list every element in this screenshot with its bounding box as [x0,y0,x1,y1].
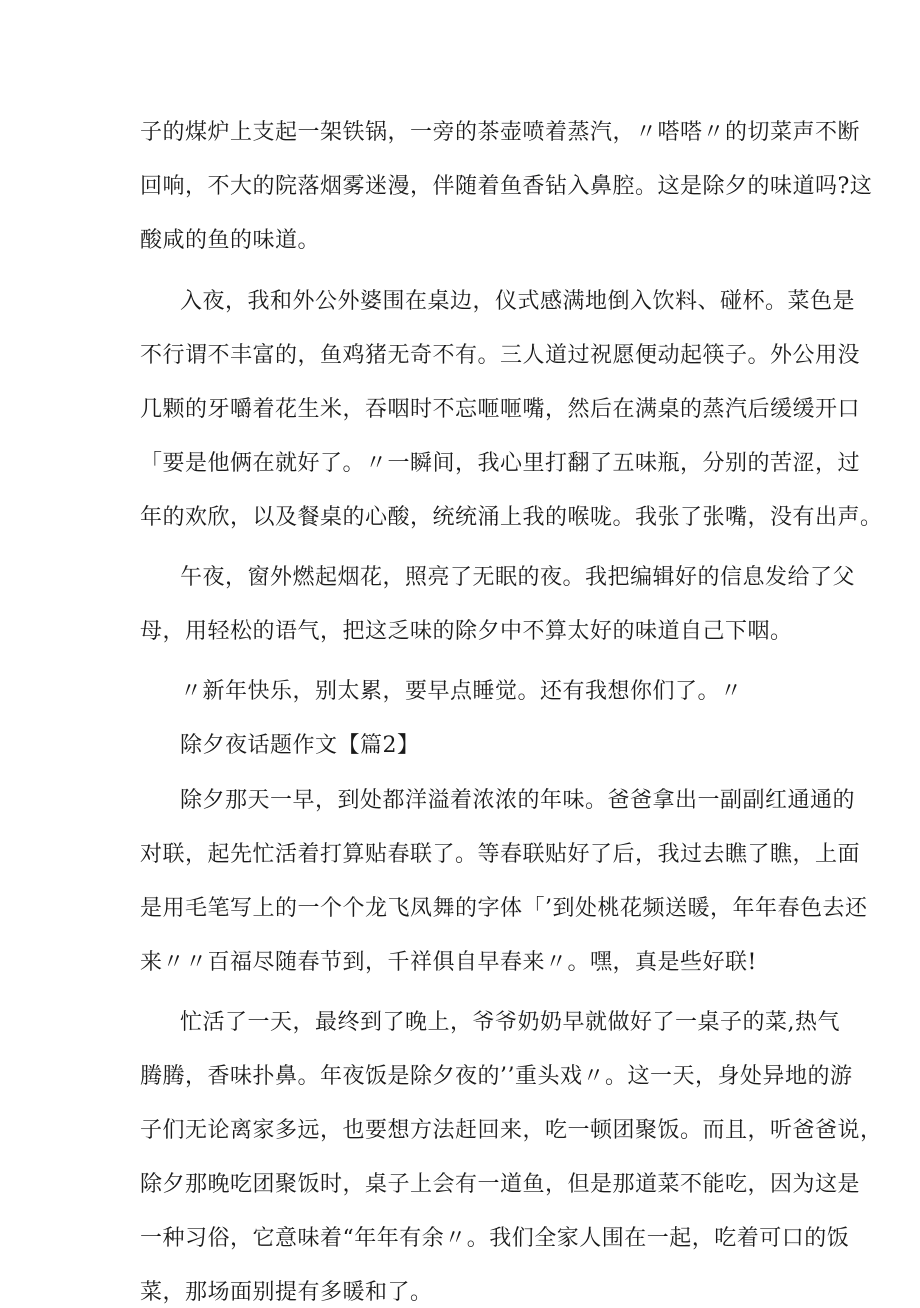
paragraph-5-line-4: 来〃〃百福尽随春节到，千祥俱自早春来〃。嘿，真是些好联! [140,950,757,975]
paragraph-6-line-5: 一种习俗，它意味着“年年有余〃。我们全家人围在一起，吃着可口的饭 [140,1226,850,1251]
paragraph-4-line-1: 〃新年快乐，别太累，要早点睡觉。还有我想你们了。〃 [180,679,743,704]
paragraph-2-line-3: 几颗的牙嚼着花生米，吞咽时不忘咂咂嘴，然后在满桌的蒸汽后缓缓开口 [140,397,861,422]
paragraph-5-line-3: 是用毛笔写上的一个个龙飞凤舞的字体「’到处桃花频送暖，年年春色去还 [140,896,868,921]
paragraph-5-line-1: 除夕那天一早，到处都洋溢着浓浓的年味。爸爸拿出一副副红通通的 [180,788,856,813]
section-heading: 除夕夜话题作文【篇2】 [180,733,420,758]
paragraph-6-line-1: 忙活了一天，最终到了晚上，爷爷奶奶早就做好了一桌子的菜,热气 [180,1010,840,1035]
paragraph-1-line-2: 回响，不大的院落烟雾迷漫，伴随着鱼香钻入鼻腔。这是除夕的味道吗?这 [140,174,873,199]
paragraph-6-line-6: 菜，那场面别提有多暖和了。 [140,1280,433,1305]
paragraph-3-line-1: 午夜，窗外燃起烟花，照亮了无眠的夜。我把编辑好的信息发给了父 [180,565,856,590]
paragraph-6-line-2: 腾腾，香味扑鼻。年夜饭是除夕夜的’’重头戏〃。这一天，身处异地的游 [140,1064,853,1089]
paragraph-5-line-2: 对联，起先忙活着打算贴春联了。等春联贴好了后，我过去瞧了瞧，上面 [140,842,861,867]
paragraph-2-line-4: 「要是他俩在就好了。〃一瞬间，我心里打翻了五味瓶，分别的苦涩，过 [140,451,861,476]
paragraph-2-line-2: 不行谓不丰富的，鱼鸡猪无奇不有。三人道过祝愿便动起筷子。外公用没 [140,343,861,368]
paragraph-2-line-5: 年的欢欣，以及餐桌的心酸，统统涌上我的喉咙。我张了张嘴，没有出声。 [140,505,883,530]
paragraph-3-line-2: 母，用轻松的语气，把这乏味的除夕中不算太好的味道自己下咽。 [140,619,793,644]
paragraph-1-line-1: 子的煤炉上支起一架铁锅，一旁的茶壶喷着蒸汽，〃嗒嗒〃的切菜声不断 [140,120,861,145]
paragraph-6-line-3: 子们无论离家多远，也要想方法赶回来，吃一顿团聚饭。而且，听爸爸说， [140,1118,883,1143]
paragraph-1-line-3: 酸咸的鱼的味道。 [140,228,321,253]
paragraph-6-line-4: 除夕那晚吃团聚饭时，桌子上会有一道鱼，但是那道菜不能吃，因为这是 [140,1172,861,1197]
paragraph-2-line-1: 入夜，我和外公外婆围在桌边，仪式感满地倒入饮料、碰杯。菜色是 [180,289,856,314]
